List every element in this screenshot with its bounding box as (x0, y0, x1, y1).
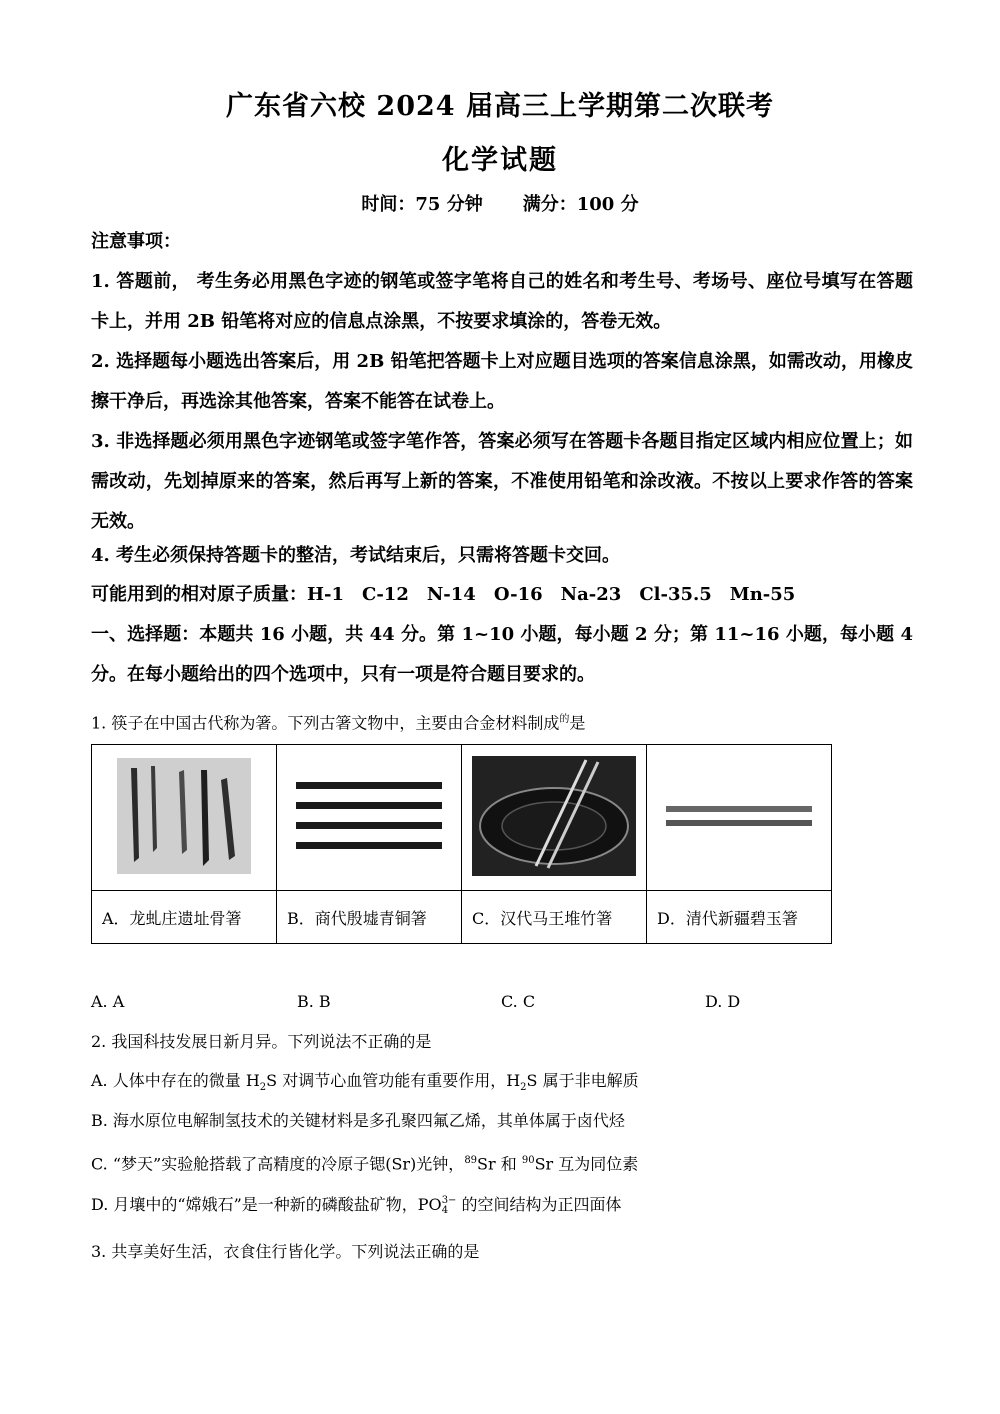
bamboo-chopsticks-image (472, 756, 636, 876)
bone-chopsticks-image (117, 758, 251, 874)
option-c-label: C．汉代马王堆竹箸 (462, 891, 647, 944)
option-b-image (277, 745, 462, 891)
note-item-3: 3. 非选择题必须用黑色字迹钢笔或签字笔作答，答案必须写在答题卡各题目指定区域内相应位置上；如需改动，先划掉原来的答案，然后再写上新的答案，不准使用铅笔和涂改液。不按以上要求作答的答案无效。 (91, 431, 913, 532)
section-intro: 一、选择题：本题共 16 小题，共 44 分。第 1~10 小题，每小题 2 分；第 11~16 小题，每小题 4 分。在每小题给出的四个选项中，只有一项是符合题目要求的。 (91, 624, 913, 685)
answer-d[interactable]: D. D (705, 992, 741, 1011)
option-d-label: D．清代新疆碧玉箸 (647, 891, 832, 944)
question-2-option-d[interactable]: D. 月壤中的“嫦娥石”是一种新的磷酸盐矿物，PO 3− 4 的空间结构为正四面体 (91, 1194, 622, 1216)
exam-meta (0, 190, 1000, 216)
notes-heading: 注意事项： (91, 231, 181, 252)
question-3-stem: 3. 共享美好生活，衣食住行皆化学。下列说法正确的是 (91, 1242, 480, 1261)
option-b-label: B．商代殷墟青铜箸 (277, 891, 462, 944)
note-item-1: 1. 答题前， 考生务必用黑色字迹的钢笔或签字笔将自己的姓名和考生号、考场号、座位号填写在答题卡上，并用 2B 铅笔将对应的信息点涂黑，不按要求填涂的，答卷无效。 (91, 271, 913, 332)
question-2-stem: 2. 我国科技发展日新月异。下列说法不正确的是 (91, 1032, 432, 1051)
note-item-4: 4. 考生必须保持答题卡的整洁，考试结束后，只需将答题卡交回。 (91, 545, 621, 566)
option-a-label: A．龙虬庄遗址骨箸 (92, 891, 277, 944)
exam-time: 时间：75 分钟 (361, 194, 483, 215)
question-1-stem: 1. 筷子在中国古代称为箸。下列古箸文物中，主要由合金材料制成$^的$是 (91, 713, 586, 733)
atomic-mass-line: 可能用到的相对原子质量：H-1 C-12 N-14 O-16 Na-23 Cl-35.5 Mn-55 (91, 584, 796, 605)
question-1-options-table (91, 744, 832, 944)
answer-a[interactable]: A. A (91, 992, 125, 1011)
option-c-image (462, 745, 647, 891)
bronze-chopsticks-image (294, 776, 444, 856)
question-2-option-b[interactable]: B. 海水原位电解制氢技术的关键材料是多孔聚四氟乙烯，其单体属于卤代烃 (91, 1111, 625, 1130)
jade-chopsticks-image (664, 796, 814, 836)
answer-c[interactable]: C. C (501, 992, 536, 1011)
question-2-option-c[interactable]: C. “梦天”实验舱搭载了高精度的冷原子锶(Sr)光钟，$^{89}$Sr 和 $^{90}$Sr 互为同位素 (91, 1154, 639, 1174)
answer-b[interactable]: B. B (297, 992, 331, 1011)
exam-subtitle: 化学试题 (442, 145, 558, 176)
exam-title: 广东省六校 2024 届高三上学期第二次联考 (226, 91, 774, 122)
exam-score: 满分：100 分 (522, 194, 639, 215)
note-item-2: 2. 选择题每小题选出答案后，用 2B 铅笔把答题卡上对应题目选项的答案信息涂黑，如需改动，用橡皮擦干净后，再选涂其他答案，答案不能答在试卷上。 (91, 351, 913, 412)
question-2-option-a[interactable]: A. 人体中存在的微量 $H_2S$ 对调节心血管功能有重要作用，$H_2S$ 属于非电解质 (91, 1071, 639, 1094)
option-a-image (92, 745, 277, 891)
option-d-image (647, 745, 832, 891)
